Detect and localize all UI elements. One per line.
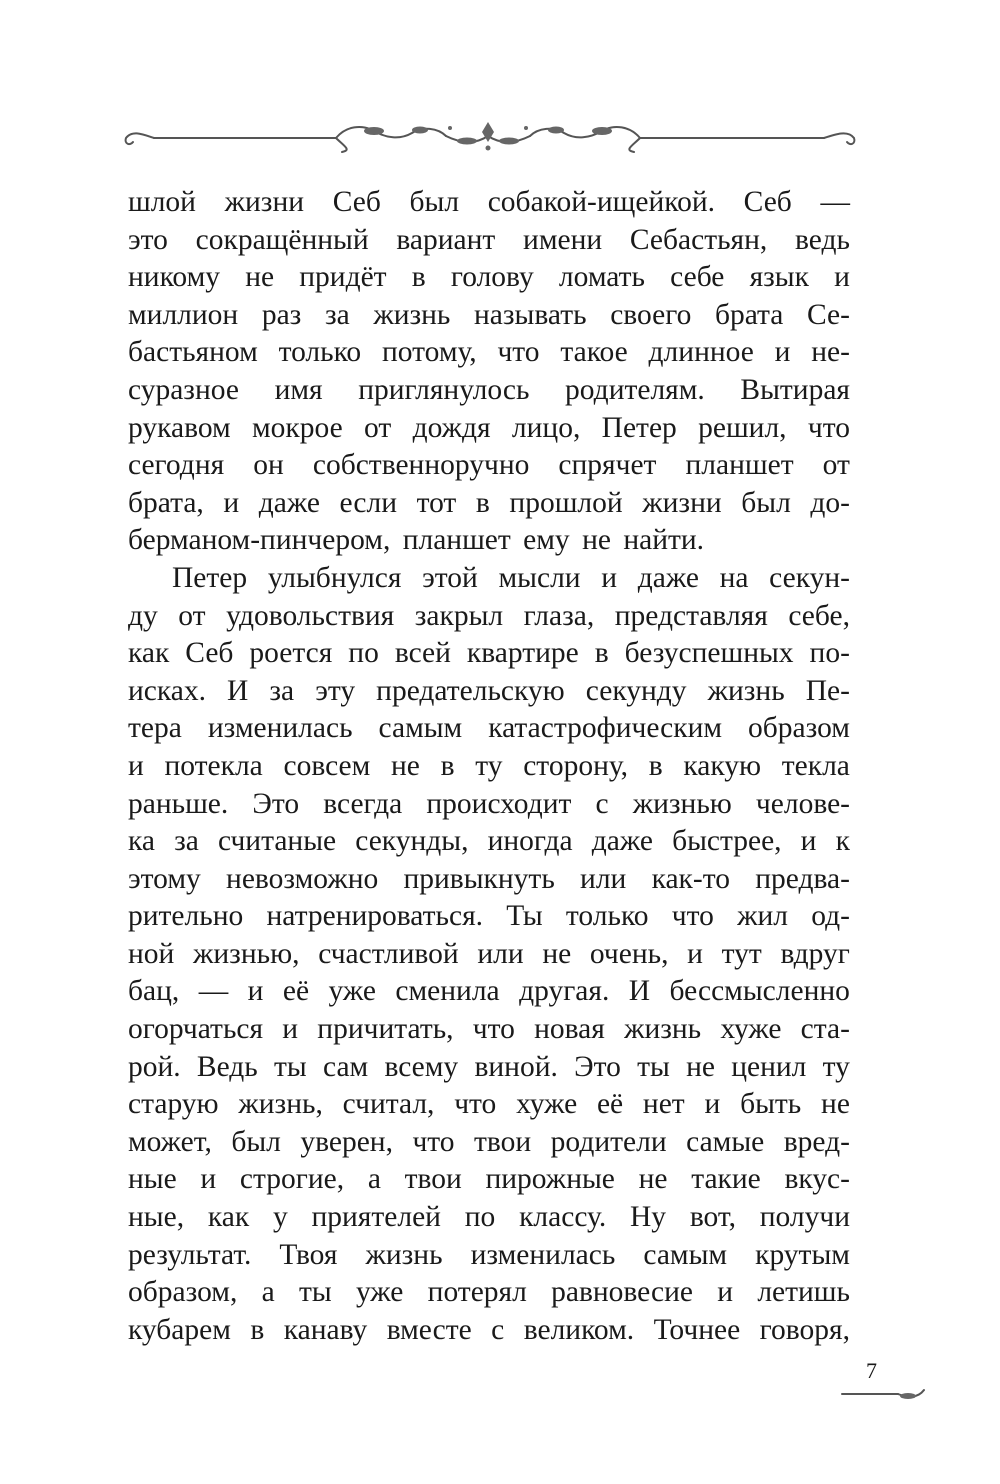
word: в	[475, 486, 490, 519]
word: такие	[691, 1163, 761, 1196]
word: найти.	[623, 524, 705, 557]
word: предва-	[755, 862, 850, 895]
word: рительно	[128, 900, 244, 933]
word: даже	[258, 486, 320, 519]
word: новая	[534, 1013, 605, 1046]
word: изменилась	[470, 1238, 616, 1271]
word: с	[491, 1313, 505, 1346]
word: огорчаться	[128, 1013, 264, 1046]
word: получи	[759, 1201, 850, 1234]
word: такое	[560, 336, 628, 369]
word: и	[774, 336, 791, 369]
word: только	[278, 336, 362, 369]
word: не-	[811, 336, 850, 369]
word: Себ	[332, 186, 381, 218]
word: её	[596, 1088, 624, 1121]
text-line	[128, 522, 850, 560]
word: исках.	[128, 674, 206, 707]
word: представляя	[614, 599, 768, 632]
word: а	[261, 1276, 275, 1309]
word: равновесие	[551, 1276, 693, 1309]
word: ной	[128, 937, 175, 970]
word: Себастьян,	[629, 223, 768, 256]
word: Се-	[806, 298, 850, 331]
word: по-	[809, 637, 850, 670]
word: от	[364, 411, 392, 444]
word: самым	[643, 1238, 728, 1271]
word: планшет	[402, 524, 511, 557]
word: И	[628, 975, 651, 1008]
word: крутым	[755, 1238, 850, 1271]
word: секун-	[769, 561, 850, 594]
footer-ornament	[838, 1384, 928, 1404]
word: не	[686, 1050, 715, 1083]
word: уже	[328, 975, 376, 1008]
word: результат.	[128, 1238, 252, 1271]
word: жизнью	[632, 787, 732, 820]
text-line	[128, 485, 850, 523]
word: не	[542, 937, 572, 970]
word: очень,	[589, 937, 669, 970]
word: себе	[670, 261, 725, 294]
word: великом.	[523, 1313, 635, 1346]
word: глаза,	[523, 599, 595, 632]
word: всей	[394, 637, 451, 670]
word: что	[454, 1088, 497, 1121]
word: самые	[686, 1125, 765, 1158]
word: ему	[523, 524, 570, 557]
text-line	[128, 748, 850, 786]
word: как	[128, 637, 170, 670]
text-line	[128, 1274, 850, 1312]
word: строгие,	[239, 1163, 345, 1196]
word: с	[595, 787, 609, 820]
word: виной.	[474, 1050, 558, 1083]
word: бастьяном	[128, 336, 258, 369]
word: жизнью,	[193, 937, 300, 970]
word: И	[227, 674, 249, 707]
word: ведь	[795, 223, 850, 256]
word: суразное	[128, 373, 239, 406]
word: не	[582, 524, 611, 557]
word: потерял	[427, 1276, 527, 1309]
word: другая.	[519, 975, 610, 1008]
text-line	[128, 1199, 850, 1237]
text-line	[128, 823, 850, 861]
word: называть	[474, 298, 587, 331]
word: бессмысленно	[669, 975, 850, 1008]
word: всегда	[323, 787, 403, 820]
word: он	[253, 449, 284, 482]
word: за	[174, 825, 199, 858]
word: не	[245, 261, 275, 294]
text-line	[128, 1011, 850, 1049]
word: раньше.	[128, 787, 229, 820]
word: до-	[810, 486, 850, 519]
word: может,	[128, 1125, 212, 1158]
text-line	[128, 447, 850, 485]
word: решил,	[698, 411, 787, 444]
word: безуспешных	[624, 637, 794, 670]
word: канаву	[283, 1313, 368, 1346]
word: и	[687, 937, 703, 970]
word: брата	[714, 298, 784, 331]
word: лицо,	[511, 411, 581, 444]
word: пирожные	[485, 1163, 615, 1196]
word: бац,	[128, 975, 180, 1008]
word: привыкнуть	[403, 862, 555, 895]
word: в	[594, 637, 609, 670]
word: Петер	[172, 561, 248, 594]
word: образом	[748, 712, 850, 745]
word: жизнь	[624, 1013, 702, 1046]
word: уверен,	[300, 1125, 393, 1158]
word: челове-	[755, 787, 850, 820]
word: жизни	[224, 186, 305, 218]
word: только	[565, 900, 649, 933]
word: ста-	[800, 1013, 850, 1046]
word: вот,	[689, 1201, 736, 1234]
word: у	[272, 1201, 288, 1234]
word: ты	[274, 1050, 307, 1083]
word: тера	[128, 712, 182, 745]
word: это	[128, 223, 168, 256]
word: приятелей	[311, 1201, 441, 1234]
word: сокращённый	[195, 223, 369, 256]
word: твои	[474, 1125, 532, 1158]
word: хуже	[516, 1088, 578, 1121]
word: потому,	[381, 336, 477, 369]
word: этому	[128, 862, 201, 895]
text-line	[128, 710, 850, 748]
word: вред-	[783, 1125, 850, 1158]
word: даже	[637, 561, 699, 594]
word: и	[601, 561, 618, 594]
word: как-то	[651, 862, 730, 895]
word: Твоя	[279, 1238, 338, 1271]
word: и	[200, 1163, 217, 1196]
text-line	[128, 410, 850, 448]
text-line	[128, 222, 850, 260]
body-text	[128, 184, 850, 1349]
word: иногда	[487, 825, 573, 858]
text-line	[128, 372, 850, 410]
word: Себ	[743, 186, 792, 218]
word: жизнь	[373, 298, 451, 331]
word: мысли	[498, 561, 581, 594]
word: что	[472, 1013, 515, 1046]
word: улыбнулся	[267, 561, 402, 594]
word: эту	[315, 674, 356, 707]
word: имя	[274, 373, 323, 406]
word: что	[412, 1125, 455, 1158]
text-line	[128, 184, 850, 222]
word: ту	[475, 749, 503, 782]
paragraph	[128, 184, 850, 560]
word: совсем	[283, 749, 371, 782]
word: за	[269, 674, 295, 707]
word: в	[440, 749, 455, 782]
word: секунду	[585, 674, 687, 707]
word: катастрофическим	[488, 712, 723, 745]
word: хуже	[720, 1013, 782, 1046]
word: приглянулось	[358, 373, 530, 406]
word: од-	[811, 900, 850, 933]
word: какую	[683, 749, 762, 782]
text-line	[128, 1312, 850, 1350]
word: невозможно	[226, 862, 379, 895]
word: брата,	[128, 486, 204, 519]
word: её	[282, 975, 310, 1008]
word: рукавом	[128, 411, 231, 444]
word: или	[580, 862, 627, 895]
word: натренироваться.	[266, 900, 484, 933]
word: мокрое	[252, 411, 343, 444]
word: ные,	[128, 1201, 185, 1234]
word: твои	[404, 1163, 462, 1196]
word: считал,	[342, 1088, 435, 1121]
word: классу.	[519, 1201, 607, 1234]
text-line	[128, 1161, 850, 1199]
word: счастливой	[318, 937, 459, 970]
word: вместе	[386, 1313, 472, 1346]
text-line	[128, 259, 850, 297]
word: сегодня	[128, 449, 225, 482]
word: образом,	[128, 1276, 238, 1309]
word: сторону,	[523, 749, 629, 782]
word: роется	[249, 637, 333, 670]
word: по	[348, 637, 379, 670]
word: по	[464, 1201, 496, 1234]
word: от	[178, 599, 206, 632]
word: прошлой	[509, 486, 623, 519]
word: вариант	[396, 223, 496, 256]
word: ценил	[731, 1050, 807, 1083]
word: Ты	[506, 900, 543, 933]
word: жил	[737, 900, 789, 933]
word: собакой-ищейкой.	[487, 186, 715, 218]
word: изменилась	[207, 712, 353, 745]
word: потекла	[164, 749, 263, 782]
word: что	[497, 336, 540, 369]
word: ные	[128, 1163, 177, 1196]
word: Петер	[601, 411, 677, 444]
word: ду	[128, 599, 158, 632]
word: Это	[252, 787, 300, 820]
word: и	[834, 261, 850, 294]
word: нет	[642, 1088, 685, 1121]
word: дождя	[412, 411, 491, 444]
word: жизнь	[707, 674, 785, 707]
text-line	[128, 1049, 850, 1087]
text-line	[128, 635, 850, 673]
word: берманом-пинчером,	[128, 524, 391, 557]
word: говоря,	[759, 1313, 850, 1346]
text-line	[128, 861, 850, 899]
word: причитать,	[317, 1013, 454, 1046]
text-line	[128, 973, 850, 1011]
word: даже	[591, 825, 653, 858]
word: в	[411, 261, 426, 294]
word: быть	[740, 1088, 802, 1121]
word: ка	[128, 825, 155, 858]
word: ломать	[558, 261, 645, 294]
word: раз	[261, 298, 302, 331]
word: был	[741, 486, 791, 519]
word: и	[223, 486, 240, 519]
word: к	[835, 825, 850, 858]
word: спрячет	[558, 449, 657, 482]
word: за	[324, 298, 350, 331]
word: не	[638, 1163, 668, 1196]
word: родители	[550, 1125, 667, 1158]
word: и	[128, 749, 144, 782]
word: летишь	[757, 1276, 850, 1309]
word: а	[367, 1163, 381, 1196]
word: Вытирая	[740, 373, 850, 406]
word: —	[198, 975, 229, 1008]
word: Себ	[185, 637, 234, 670]
word: Ведь	[196, 1050, 258, 1083]
word: квартире	[466, 637, 579, 670]
word: не	[391, 749, 420, 782]
page-number: 7	[866, 1358, 877, 1383]
word: уже	[355, 1276, 404, 1309]
word: своего	[610, 298, 692, 331]
word: язык	[749, 261, 809, 294]
text-line	[128, 297, 850, 335]
header-ornament	[120, 118, 860, 158]
word: Это	[574, 1050, 621, 1083]
word: ты	[298, 1276, 332, 1309]
word: и	[704, 1088, 721, 1121]
text-line	[128, 334, 850, 372]
word: жизнь,	[238, 1088, 323, 1121]
word: если	[339, 486, 397, 519]
word: в	[648, 749, 663, 782]
word: происходит	[426, 787, 572, 820]
word: себе,	[788, 599, 850, 632]
word: вкус-	[784, 1163, 850, 1196]
word: на	[719, 561, 749, 594]
word: всему	[384, 1050, 459, 1083]
word: собственноручно	[312, 449, 530, 482]
text-line	[128, 1086, 850, 1124]
word: секунды,	[355, 825, 469, 858]
word: Точнее	[653, 1313, 741, 1346]
word: придёт	[299, 261, 387, 294]
word: что	[807, 411, 850, 444]
text-line	[128, 560, 850, 598]
word: старую	[128, 1088, 219, 1121]
word: шлой	[128, 186, 196, 218]
word: этой	[422, 561, 478, 594]
word: и	[282, 1013, 299, 1046]
word: и	[247, 975, 264, 1008]
word: или	[477, 937, 524, 970]
word: сменила	[395, 975, 500, 1008]
word: рой.	[128, 1050, 181, 1083]
word: планшет	[685, 449, 794, 482]
paragraph	[128, 560, 850, 1349]
text-line	[128, 598, 850, 636]
word: Ну	[629, 1201, 667, 1234]
word: как	[207, 1201, 250, 1234]
word: и	[717, 1276, 734, 1309]
word: родителям.	[565, 373, 705, 406]
word: что	[671, 900, 714, 933]
word: жизнь	[365, 1238, 443, 1271]
text-line	[128, 673, 850, 711]
word: не	[821, 1088, 850, 1121]
word: вдруг	[780, 937, 850, 970]
word: Пе-	[805, 674, 850, 707]
word: ты	[637, 1050, 670, 1083]
word: и	[800, 825, 817, 858]
word: самым	[378, 712, 463, 745]
word: —	[820, 186, 850, 218]
text-line	[128, 1124, 850, 1162]
word: от	[822, 449, 850, 482]
word: удовольствия	[226, 599, 395, 632]
word: жизни	[642, 486, 722, 519]
word: ту	[822, 1050, 850, 1083]
word: голову	[450, 261, 534, 294]
word: тут	[721, 937, 762, 970]
word: считаные	[217, 825, 337, 858]
text-line	[128, 898, 850, 936]
word: текла	[781, 749, 850, 782]
word: кубарем	[128, 1313, 231, 1346]
word: сам	[322, 1050, 369, 1083]
word: закрыл	[414, 599, 504, 632]
text-line	[128, 786, 850, 824]
text-line	[128, 936, 850, 974]
word: никому	[128, 261, 221, 294]
text-line	[128, 1237, 850, 1275]
word: быстрее,	[672, 825, 782, 858]
word: в	[250, 1313, 265, 1346]
word: миллион	[128, 298, 239, 331]
word: длинное	[648, 336, 754, 369]
word: был	[409, 186, 460, 218]
word: тот	[416, 486, 457, 519]
word: имени	[523, 223, 603, 256]
word: предательскую	[376, 674, 565, 707]
word: был	[231, 1125, 281, 1158]
